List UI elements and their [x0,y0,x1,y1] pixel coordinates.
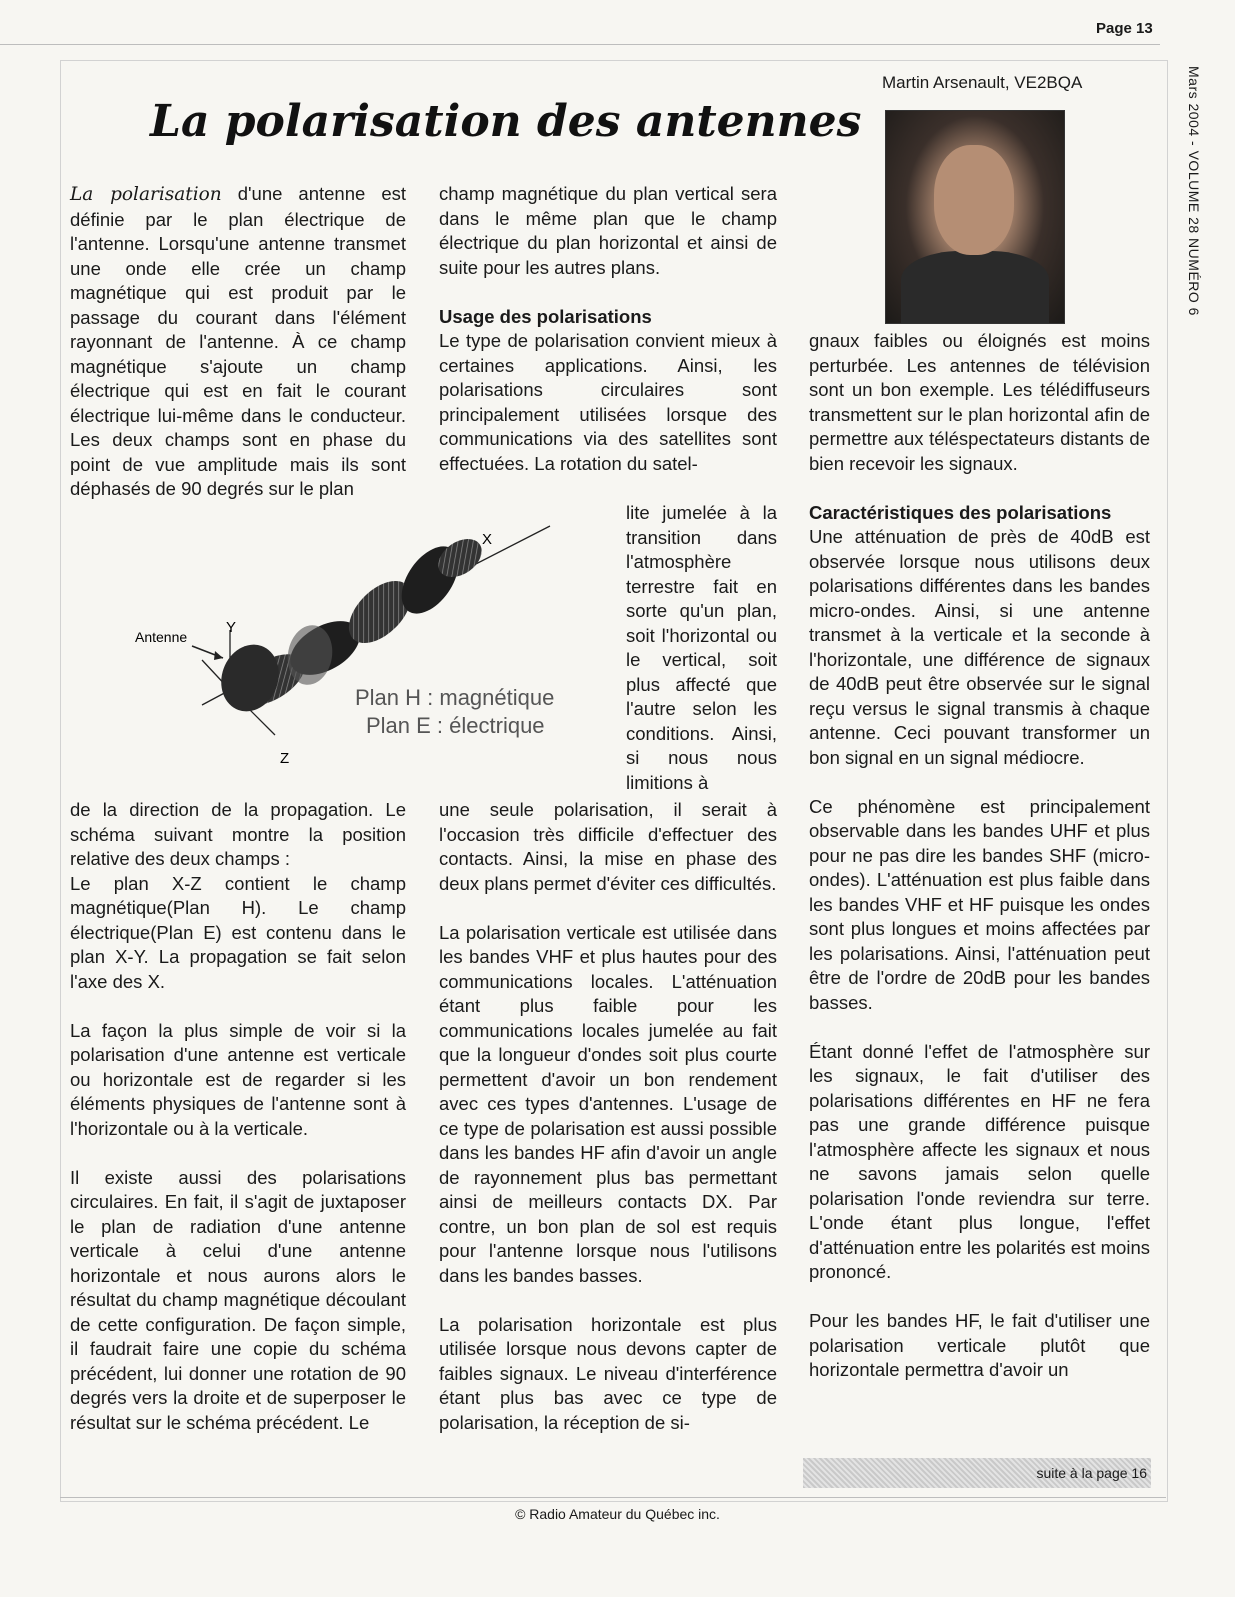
footer-copyright: © Radio Amateur du Québec inc. [515,1506,720,1522]
paragraph: gnaux faibles ou éloignés est moins perturbée. Les antennes de télévision sont un bon exemple. Les télédiffuseurs transmettent sur le plan horizontal afin de permettre aux téléspectateurs distants de bien recevoir les signaux. [809,330,1150,474]
volume-label: Mars 2004 - VOLUME 28 NUMÉRO 6 [1186,66,1202,316]
author-photo [885,110,1065,324]
paragraph: Une atténuation de près de 40dB est observée lorsque nous utilisons deux polarisations différentes dans les bandes micro-ondes. Ainsi, si une antenne transmet à la verticale et la seconde à l'horizontale, une différence de signaux de 40dB peut être observée sur le signal reçu versus le signal transmis à chaque antenne. Ceci pouvant transformer un bon signal en un signal médiocre. [809,526,1150,768]
paragraph: Le type de polarisation convient mieux à certaines applications. Ainsi, les polarisations circulaires sont principalement utilisées lorsque des communications via des satellites sont effectuées. La rotation du satel- [439,330,777,474]
section-heading: Usage des polarisations [439,305,652,327]
article-title: La polarisation des antennes [150,96,862,147]
footer-rule [60,1497,1166,1498]
author-name: Martin Arsenault, VE2BQA [882,73,1083,92]
col2-wrap [626,501,777,795]
col1-bottom [70,798,406,1435]
paragraph: champ magnétique du plan vertical sera dans le même plan que le champ électrique du plan horizontal et ainsi de suite pour les autres plans. [439,183,777,278]
legend-e: Plan E : électrique [366,713,545,738]
top-rule [0,44,1160,45]
section-heading: Caractéristiques des polarisations [809,501,1112,523]
page-number: Page 13 [1096,20,1153,37]
x-axis-label: X [482,531,493,548]
polarization-diagram [130,520,600,770]
antenna-label: Antenne [135,629,188,645]
paragraph: La polarisation verticale est utilisée dans les bandes VHF et plus hautes pour des communications locales. L'atténuation étant plus faible pour les communications locales jumelée au fait que la longueur d'ondes soit plus courte permettent d'avoir un bon rendement avec ces types d'antennes. L'usage de ce type de polarisation est aussi possible dans les bandes HF afin d'avoir un angle de rayonnement plus bas permettant ainsi de meilleurs contacts DX. Par contre, un bon plan de sol est requis pour l'antenne lorsque nous l'utilisons dans les bandes basses. [439,921,777,1286]
paragraph [70,182,406,502]
paragraph: La polarisation horizontale est plus utilisée lorsque nous devons capter de faibles signaux. Le niveau d'interférence étant plus bas avec ce type de polarisation, la réception de si- [439,1313,777,1433]
z-axis-label: Z [280,750,290,767]
col1-top [70,182,406,502]
legend-h: Plan H : magnétique [355,685,555,710]
paragraph: lite jumelée à la transition dans l'atmosphère terrestre fait en sorte qu'un plan, soit l'horizontal ou le vertical, soit plus affecté que l'autre selon les conditions. Ainsi, si nous nous limitions à [626,502,777,793]
paragraph: de la direction de la propagation. Le schéma suivant montre la position relative des deux champs : [70,799,406,869]
paragraph: Étant donné l'effet de l'atmosphère sur les signaux, le fait d'utiliser des polarisations différentes en HF ne fera pas une grande différence puisque l'atmosphère affecte les signaux et nous ne savons jamais selon quelle polarisation l'onde reviendra sur terre. L'onde étant plus longue, l'effet d'atténuation entre les polarités est moins prononcé. [809,1040,1150,1282]
paragraph: Pour les bandes HF, le fait d'utiliser une polarisation verticale plutôt que horizontale permettra d'avoir un [809,1310,1150,1380]
paragraph: Le plan X-Z contient le champ magnétique(Plan H). Le champ électrique(Plan E) est contenu dans le plan X-Y. La propagation se fait selon l'axe des X. [70,872,406,992]
y-axis-label: Y [226,619,237,636]
col3 [809,329,1150,1383]
col2-bottom [439,798,777,1435]
paragraph: Il existe aussi des polarisations circulaires. En fait, il s'agit de juxtaposer le plan de radiation d'une antenne verticale à celui d'une antenne horizontale et nous aurons alors le résultat du champ magnétique découlant de cette configuration. De façon simple, il faudrait faire une copie du schéma précédent, lui donner une rotation de 90 degrés vers la droite et de superposer le résultat sur le schéma précédent. Le [70,1166,406,1433]
continued-notice: suite à la page 16 [803,1458,1151,1488]
paragraph: La façon la plus simple de voir si la polarisation d'une antenne est verticale ou horizontale est de regarder si les éléments physiques de l'antenne sont à l'horizontale ou à la verticale. [70,1019,406,1139]
electric-lobes [212,622,337,720]
lead-word: La polarisation [70,184,222,205]
paragraph-text: d'une antenne est définie par le plan électrique de l'antenne. Lorsqu'une antenne transmet une onde elle crée un champ magnétique qui est produit par le passage du courant dans l'élément rayonnant de l'antenne. À ce champ magnétique s'ajoute un champ électrique qui est en fait le courant électrique lui-même dans le conducteur. Les deux champs sont en phase du point de vue amplitude mais ils sont déphasés de 90 degrés sur le plan [70,183,406,499]
paragraph: Ce phénomène est principalement observable dans les bandes UHF et plus pour ne pas dire les bandes SHF (micro-ondes). L'atténuation est plus faible dans les bandes VHF et HF puisque les ondes sont plus longues et moins affectées par les polarisations. Ainsi, l'atténuation peut être de l'ordre de 20dB pour les bandes basses. [809,795,1150,1013]
paragraph: une seule polarisation, il serait à l'occasion très difficile d'effectuer des contacts. Ainsi, la mise en phase des deux plans permet d'éviter ces difficultés. [439,799,777,894]
col2-top [439,182,777,476]
